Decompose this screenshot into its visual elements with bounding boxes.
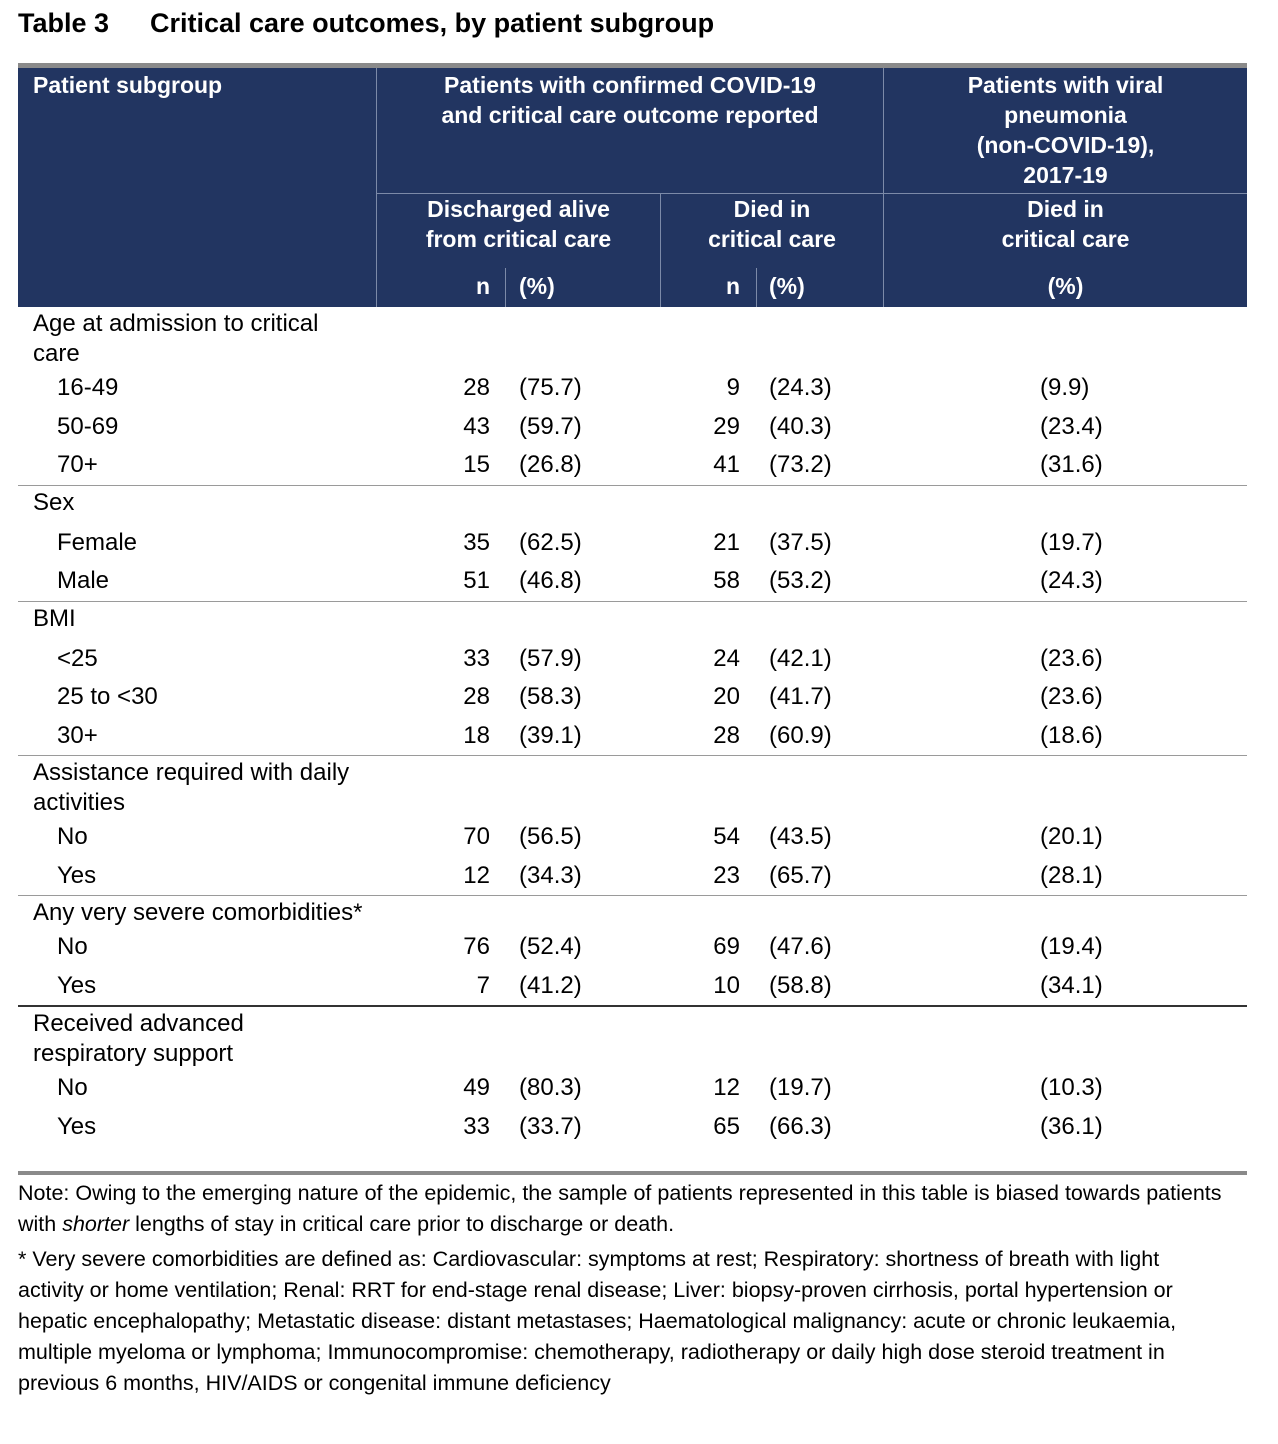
header-viral-line: Patients with viral: [967, 72, 1164, 98]
header-discharged-line: Discharged alive: [427, 196, 610, 222]
discharged-n: 33: [463, 644, 490, 672]
died-n: 21: [713, 528, 740, 556]
header-viral-line: pneumonia: [1004, 102, 1127, 128]
table-number: Table 3: [18, 8, 110, 38]
table-row: [18, 678, 1247, 717]
header-covid-line: Patients with confirmed COVID-19: [444, 72, 816, 98]
header-unit-pct: (%): [519, 273, 555, 299]
table-row: [18, 717, 1247, 756]
died-n: 65: [713, 1112, 740, 1140]
died-pct: (65.7): [769, 861, 832, 889]
subgroup-section: [18, 602, 1247, 757]
discharged-pct: (59.7): [519, 412, 582, 440]
discharged-n: 15: [463, 451, 490, 478]
died-n: 58: [713, 567, 740, 594]
note-text: Note: Owing to the emerging nature of the epidemic, the sample of patients represented in this table is biased towards patients with: [18, 1181, 1222, 1236]
table-row: [18, 640, 1247, 679]
subgroup-section: [18, 756, 1247, 896]
viral-died-pct: (23.6): [1040, 644, 1103, 672]
viral-died-pct: (36.1): [1040, 1112, 1103, 1140]
discharged-pct: (58.3): [519, 683, 582, 710]
discharged-pct: (41.2): [519, 971, 582, 999]
discharged-n: 70: [463, 823, 490, 850]
viral-died-pct: (23.6): [1040, 683, 1103, 710]
table-row: [18, 1108, 1247, 1147]
discharged-pct: (56.5): [519, 823, 582, 850]
table-row: [18, 446, 1247, 485]
died-pct: (19.7): [769, 1074, 832, 1101]
died-n: 10: [713, 971, 740, 999]
header-died-in-critical-care: [661, 194, 883, 254]
discharged-pct: (33.7): [519, 1112, 582, 1140]
discharged-n: 51: [463, 567, 490, 594]
table-row: [18, 967, 1247, 1006]
table-row: [18, 818, 1247, 857]
header-divider: [756, 268, 757, 307]
discharged-pct: (26.8): [519, 451, 582, 478]
died-pct: (47.6): [769, 933, 832, 960]
discharged-n: 28: [463, 374, 490, 401]
subgroup-section: [18, 1007, 1247, 1146]
row-label: Yes: [57, 971, 97, 999]
header-viral-pneumonia: [884, 70, 1247, 190]
header-viral-died: [884, 194, 1247, 254]
viral-died-pct: (19.4): [1040, 933, 1103, 960]
died-pct: (53.2): [769, 567, 832, 594]
discharged-pct: (62.5): [519, 528, 582, 556]
header-covid-line: and critical care outcome reported: [441, 102, 819, 128]
table-note: [18, 1178, 1228, 1240]
header-discharged-alive: [377, 194, 660, 254]
discharged-n: 28: [463, 683, 490, 710]
discharged-n: 43: [463, 412, 490, 440]
discharged-n: 12: [463, 861, 490, 889]
header-unit-pct: (%): [1047, 273, 1084, 299]
subgroup-section: [18, 896, 1247, 1007]
died-pct: (40.3): [769, 412, 832, 440]
discharged-n: 35: [463, 528, 490, 556]
row-label: No: [57, 933, 88, 960]
discharged-pct: (34.3): [519, 861, 582, 889]
table-header: [18, 63, 1247, 307]
discharged-n: 18: [463, 721, 490, 749]
header-unit-n: n: [725, 273, 740, 299]
viral-died-pct: (34.1): [1040, 971, 1103, 999]
header-viral-died-line: Died in: [1027, 196, 1104, 222]
died-n: 20: [713, 683, 740, 710]
died-n: 28: [713, 721, 740, 749]
header-died-line: Died in: [733, 196, 811, 222]
note-text: lengths of stay in critical care prior to discharge or death.: [129, 1212, 675, 1236]
row-label: 16-49: [57, 374, 119, 401]
died-pct: (43.5): [769, 823, 832, 850]
subgroup-label: Sex: [33, 488, 75, 516]
died-pct: (37.5): [769, 528, 832, 556]
died-pct: (58.8): [769, 971, 832, 999]
viral-died-pct: (23.4): [1040, 412, 1103, 440]
viral-died-pct: (28.1): [1040, 861, 1103, 889]
subgroup-label: Received advanced respiratory support: [33, 1010, 244, 1067]
discharged-pct: (52.4): [519, 933, 582, 960]
viral-died-pct: (19.7): [1040, 528, 1103, 556]
viral-died-pct: (20.1): [1040, 823, 1103, 850]
table-body: [18, 307, 1247, 1146]
header-unit-pct: (%): [769, 273, 805, 299]
died-pct: (41.7): [769, 683, 832, 710]
header-viral-died-line: critical care: [1001, 226, 1130, 252]
died-n: 41: [713, 451, 740, 478]
header-covid-group: [377, 70, 883, 130]
table-row: [18, 408, 1247, 447]
discharged-n: 49: [463, 1074, 490, 1101]
comorbidity-footnote: * Very severe comorbidities are defined as: Cardiovascular: symptoms at rest; Respiratory: shortness of breath with light activity or home ventilation; Renal: RRT for end-stage renal disease; Liver: biopsy-proven cirrhosis, portal hypertension or hepatic encephalopathy; Metastatic disease: distant metastases; Haematological malignancy: acute or chronic leukaemia, multiple myeloma or lymphoma; Immunocompromise: chemotherapy, radiotherapy or daily high dose steroid treatment in previous 6 months, HIV/AIDS or congenital immune deficiency: [18, 1247, 1177, 1395]
died-pct: (24.3): [769, 374, 832, 401]
table-row: [18, 524, 1247, 563]
subgroup-section: [18, 486, 1247, 602]
header-viral-line: 2017-19: [1023, 162, 1108, 188]
discharged-pct: (57.9): [519, 644, 582, 672]
viral-died-pct: (10.3): [1040, 1074, 1103, 1101]
subgroup-label: Assistance required with daily activities: [33, 759, 350, 816]
subgroup-label: Any very severe comorbidities*: [33, 899, 363, 926]
subgroup-label: BMI: [33, 604, 76, 632]
died-pct: (73.2): [769, 451, 832, 478]
row-label: 50-69: [57, 412, 119, 440]
row-label: 70+: [57, 451, 98, 478]
died-n: 69: [713, 933, 740, 960]
table-bottom-rule: [18, 1171, 1247, 1175]
viral-died-pct: (24.3): [1040, 567, 1103, 594]
subgroup-label: Age at admission to critical care: [33, 310, 319, 367]
header-discharged-line: from critical care: [425, 226, 612, 252]
died-n: 29: [713, 412, 740, 440]
died-pct: (60.9): [769, 721, 832, 749]
header-viral-line: (non-COVID-19),: [976, 132, 1155, 158]
row-label: 30+: [57, 721, 98, 749]
discharged-n: 76: [463, 933, 490, 960]
row-label: Male: [57, 567, 110, 594]
note-emphasis: shorter: [62, 1212, 130, 1236]
discharged-pct: (80.3): [519, 1074, 582, 1101]
table-row: [18, 1069, 1247, 1108]
viral-died-pct: (9.9): [1040, 374, 1090, 401]
discharged-pct: (46.8): [519, 567, 582, 594]
died-pct: (66.3): [769, 1112, 832, 1140]
discharged-n: 33: [463, 1112, 490, 1140]
table-title: [18, 8, 714, 39]
died-n: 12: [713, 1074, 740, 1101]
died-n: 24: [713, 644, 740, 672]
header-patient-subgroup: Patient subgroup: [33, 72, 223, 98]
subgroup-section: [18, 307, 1247, 486]
discharged-n: 7: [476, 971, 490, 999]
died-n: 54: [713, 823, 740, 850]
header-divider: [505, 268, 506, 307]
died-n: 23: [713, 861, 740, 889]
discharged-pct: (39.1): [519, 721, 582, 749]
header-unit-n: n: [475, 273, 490, 299]
discharged-pct: (75.7): [519, 374, 582, 401]
row-label: 25 to <30: [57, 683, 158, 710]
viral-died-pct: (31.6): [1040, 451, 1103, 478]
table-row: [18, 857, 1247, 896]
row-label: No: [57, 823, 88, 850]
died-n: 9: [726, 374, 740, 401]
died-pct: (42.1): [769, 644, 832, 672]
table-row: [18, 369, 1247, 408]
table-title-text: Critical care outcomes, by patient subgroup: [150, 8, 715, 38]
table-row: [18, 562, 1247, 601]
viral-died-pct: (18.6): [1040, 721, 1103, 749]
row-label: Yes: [57, 861, 97, 889]
row-label: Yes: [57, 1112, 97, 1140]
row-label: <25: [57, 644, 98, 672]
row-label: Female: [57, 528, 138, 556]
header-died-line: critical care: [708, 226, 836, 252]
row-label: No: [57, 1074, 88, 1101]
table-row: [18, 928, 1247, 967]
